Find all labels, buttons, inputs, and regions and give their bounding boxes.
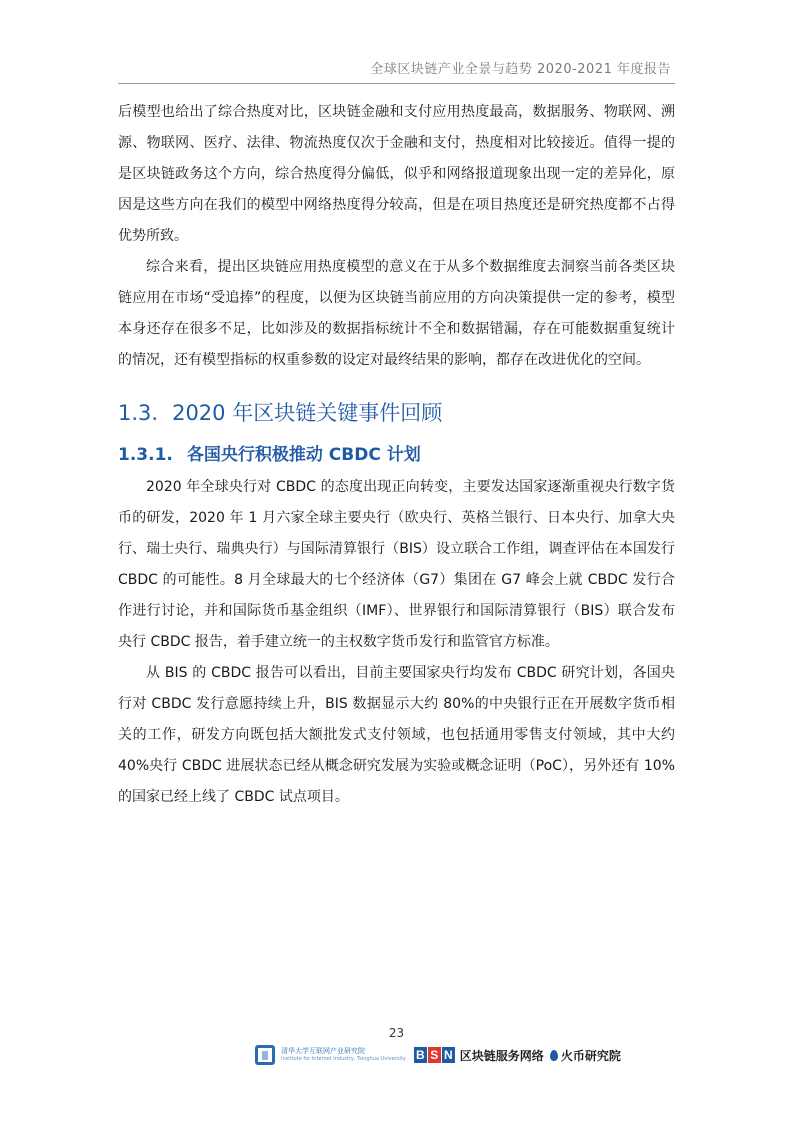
subsection-heading xyxy=(118,442,675,468)
paragraph: 综合来看，提出区块链应用热度模型的意义在于从多个数据维度去洞察当前各类区块链应用在市场“受追捧”的程度，以便为区块链当前应用的方向决策提供一定的参考，模型本身还存在很多不足，比如涉及的数据指标统计不全和数据错漏，存在可能数据重复统计的情况，还有模型指标的权重参数的设定对最终结果的影响，都存在改进优化的空间。 xyxy=(118,259,675,368)
subsection-title: 各国央行积极推动 CBDC 计划 xyxy=(186,445,421,465)
university-logo-name: 清华大学互联网产业研究院 xyxy=(281,1047,365,1055)
huobi-logo-text: 火币研究院 xyxy=(560,1048,621,1063)
subsection-number: 1.3.1. xyxy=(118,445,173,465)
running-header: 全球区块链产业全景与趋势 2020-2021 年度报告 xyxy=(370,62,671,77)
section-number: 1.3. xyxy=(118,401,159,425)
university-logo xyxy=(255,1045,406,1065)
page-content xyxy=(118,97,675,813)
paragraph: 2020 年全球央行对 CBDC 的态度出现正向转变，主要发达国家逐渐重视央行数字货币的研发，2020 年 1 月六家全球主要央行（欧央行、英格兰银行、日本央行、加拿大央行、瑞士央行、瑞典央行）与国际清算银行（BIS）设立联合工作组，调查评估在本国发行 CBDC 的可能性。8 月全球最大的七个经济体（G7）集团在 G7 峰会上就 CBDC 发行合作进行讨论，并和国际货币基金组织（IMF）、世界银行和国际清算银行（BIS）联合发布央行 CBDC 报告，着手建立统一的主权数字货币发行和监管官方标准。 xyxy=(118,479,675,650)
university-logo-subtitle: Institute for Internet Industry, Tsinghua University xyxy=(281,1056,406,1062)
paragraph: 后模型也给出了综合热度对比，区块链金融和支付应用热度最高，数据服务、物联网、溯源、物联网、医疗、法律、物流热度仅次于金融和支付，热度相对比较接近。值得一提的是区块链政务这个方向，综合热度得分偏低，似乎和网络报道现象出现一定的差异化，原因是这些方向在我们的模型中网络热度得分较高，但是在项目热度还是研究热度都不占得优势所致。 xyxy=(118,104,675,244)
bsn-logo-text: 区块链服务网络 xyxy=(459,1048,544,1063)
flame-icon xyxy=(550,1050,558,1061)
section-title: 2020 年区块链关键事件回顾 xyxy=(172,401,443,425)
footer-logos xyxy=(255,1040,621,1070)
page-number: 23 xyxy=(388,1026,405,1040)
bsn-letter-n: N xyxy=(442,1047,455,1063)
bsn-letter-b: B xyxy=(414,1047,427,1063)
paragraph: 从 BIS 的 CBDC 报告可以看出，目前主要国家央行均发布 CBDC 研究计划，各国央行对 CBDC 发行意愿持续上升，BIS 数据显示大约 80%的中央银行正在开展数字货币相关的工作，研发方向既包括大额批发式支付领域，也包括通用零售支付领域，其中大约 40%央行 CBDC 进展状态已经从概念研究发展为实验或概念证明（PoC），另外还有 10%的国家已经上线了 CBDC 试点项目。 xyxy=(118,665,675,805)
university-emblem-icon xyxy=(255,1045,275,1065)
header-divider xyxy=(118,83,675,84)
huobi-logo xyxy=(550,1047,621,1064)
bsn-logo xyxy=(414,1047,456,1063)
section-heading xyxy=(118,398,675,428)
bsn-letter-s: S xyxy=(428,1047,441,1063)
